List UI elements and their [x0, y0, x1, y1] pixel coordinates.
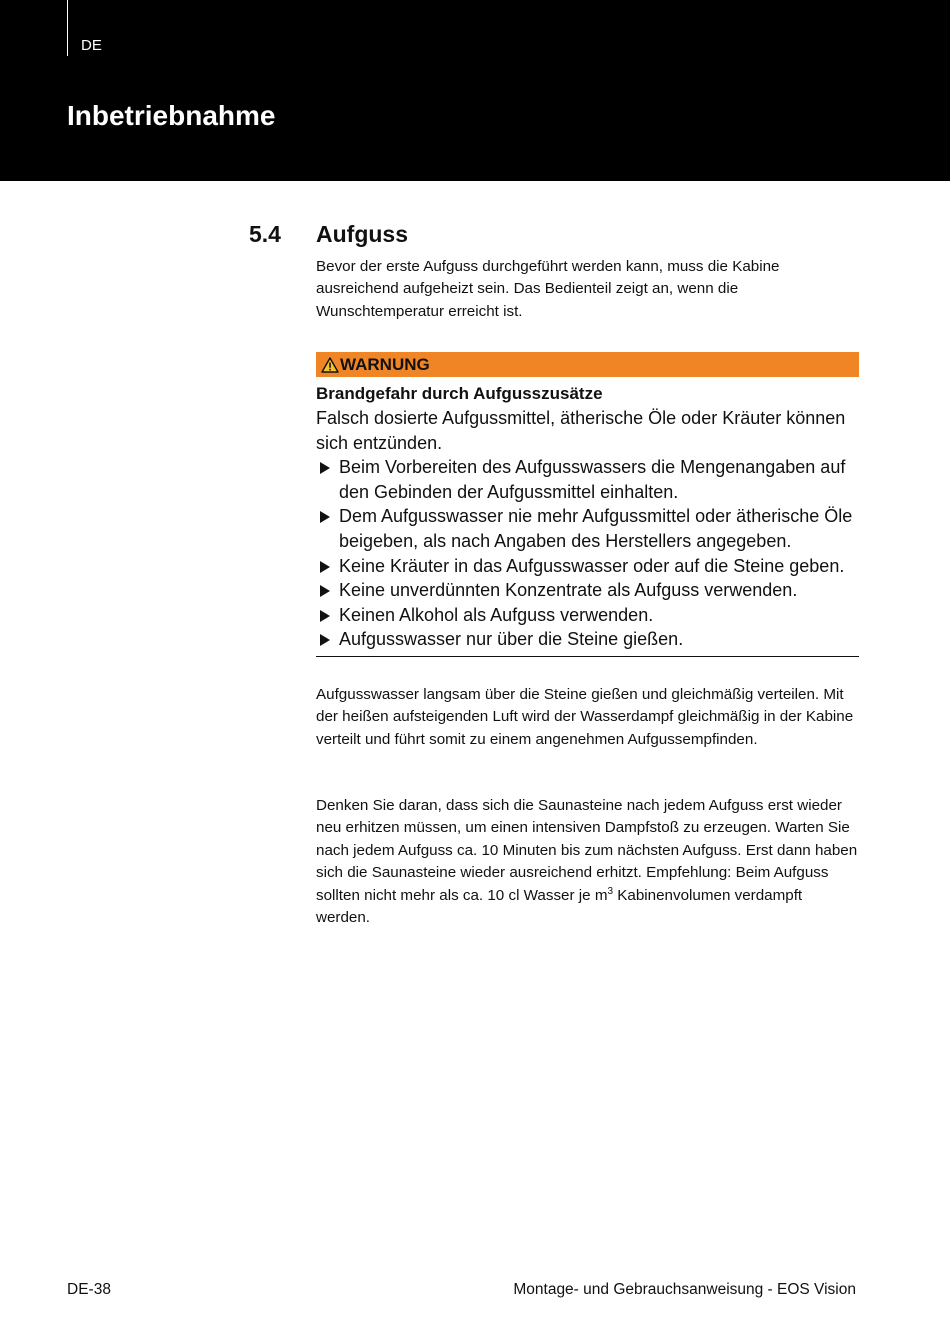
- warning-label: WARNUNG: [340, 354, 430, 374]
- body-paragraph-2: [316, 795, 859, 929]
- unit-superscript: 3: [607, 885, 614, 897]
- warning-instruction-list: [316, 455, 859, 652]
- body-block-1: [316, 684, 859, 751]
- body-paragraph-2-text: Denken Sie daran, dass sich die Saunasteine nach jedem Aufguss erst wieder neu erhitzen müssen, um einen intensiven Dampfstoß zu erzeugen. Warten Sie nach jedem Aufguss ca. 10 Minuten bis zum nächsten Aufguss. Erst dann haben sich die Saunasteine wieder ausreichend erhitzt.: [316, 797, 858, 882]
- list-item-text: Beim Vorbereiten des Aufgusswassers die Mengenangaben auf den Gebinden der Aufgussmittel einhalten.: [339, 457, 846, 502]
- list-item: [316, 627, 859, 652]
- warning-bar: [316, 352, 859, 377]
- language-label: DE: [81, 37, 102, 54]
- warning-heading: Brandgefahr durch Aufgusszusätze: [316, 384, 603, 403]
- warning-end-rule: [316, 656, 859, 657]
- warning-text: Falsch dosierte Aufgussmittel, ätherische Öle oder Kräuter können sich entzünden.: [316, 408, 846, 453]
- list-item: [316, 504, 859, 553]
- list-item: [316, 455, 859, 504]
- list-item-text: Keine Kräuter in das Aufgusswasser oder auf die Steine geben.: [339, 555, 845, 576]
- list-item: [316, 578, 859, 603]
- chapter-header: [0, 0, 950, 181]
- chapter-title: Inbetriebnahme: [67, 100, 276, 131]
- warning-box: [316, 382, 859, 652]
- list-item-text: Keine unverdünnten Konzentrate als Aufguss verwenden.: [339, 580, 798, 601]
- document-title: Montage- und Gebrauchsanweisung - EOS Vision: [513, 1281, 856, 1298]
- bullet-arrow-icon: [320, 634, 330, 646]
- body-paragraph-1: Aufgusswasser langsam über die Steine gießen und gleichmäßig verteilen. Mit der heißen aufsteigenden Luft wird der Wasserdampf gleichmäßig in der Kabine verteilt und führt somit zu einem angenehmen Aufgussempfinden.: [316, 686, 854, 748]
- section-title: Aufguss: [316, 221, 408, 247]
- bullet-arrow-icon: [320, 610, 330, 622]
- list-item-text: Dem Aufgusswasser nie mehr Aufgussmittel oder ätherische Öle beigeben, als nach Angaben des Herstellers angegeben.: [339, 506, 853, 551]
- bullet-arrow-icon: [320, 585, 330, 597]
- list-item-text: Keinen Alkohol als Aufguss verwenden.: [339, 604, 654, 625]
- list-item: [316, 554, 859, 579]
- bullet-arrow-icon: [320, 511, 330, 523]
- header-divider: [67, 0, 68, 56]
- bullet-arrow-icon: [320, 462, 330, 474]
- section-number: 5.4: [249, 221, 281, 247]
- warning-triangle-icon: [321, 357, 339, 373]
- body-block-2: [316, 795, 859, 929]
- bullet-arrow-icon: [320, 561, 330, 573]
- intro-block: [316, 256, 859, 323]
- list-item: [316, 603, 859, 628]
- recommendation-text-end: Kabinenvolumen verdampft werden.: [316, 886, 803, 927]
- recommendation-text: Empfehlung: Beim Aufguss sollten nicht mehr als ca. 10 cl Wasser je m: [316, 864, 829, 904]
- list-item-text: Aufgusswasser nur über die Steine gießen.: [339, 629, 684, 650]
- intro-paragraph: Bevor der erste Aufguss durchgeführt werden kann, muss die Kabine ausreichend aufgeheizt sein. Das Bedienteil zeigt an, wenn die Wunschtemperatur erreicht ist.: [316, 258, 780, 320]
- page-number: DE-38: [67, 1281, 111, 1298]
